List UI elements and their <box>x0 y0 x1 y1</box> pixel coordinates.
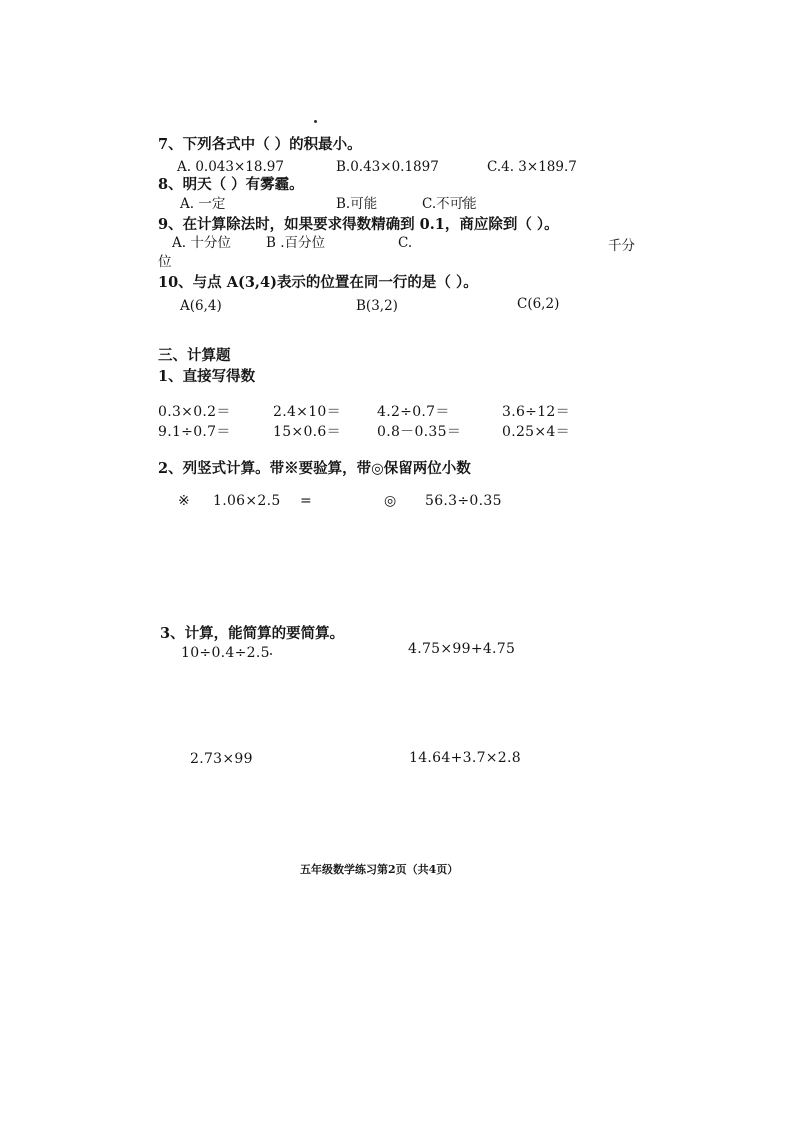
part-2-title: 2、列竖式计算。带※要验算，带◎保留两位小数 <box>158 460 471 477</box>
vertical-calc-1: 1.06×2.5 <box>213 493 281 509</box>
q7-option-b: B.0.43×0.1897 <box>336 159 439 175</box>
simplify-calc-4: 14.64+3.7×2.8 <box>409 750 521 766</box>
question-8: 8、明天（ ）有雾霾。 <box>158 176 304 193</box>
page-footer: 五年级数学练习第2页（共4页） <box>300 863 459 876</box>
q9-option-b: B .百分位 <box>266 235 326 251</box>
vertical-calc-1-equals: = <box>300 493 313 509</box>
simplify-calc-2: 4.75×99+4.75 <box>408 641 516 657</box>
part-3-title: 3、计算，能简算的要简算。 <box>160 625 345 642</box>
scan-speck <box>270 653 272 655</box>
q10-option-a: A(6,4) <box>180 298 222 314</box>
calc-2-1: 9.1÷0.7＝ <box>158 424 231 440</box>
calc-1-1: 0.3×0.2＝ <box>158 404 231 420</box>
q9-option-c-tail: 千分 <box>608 238 635 254</box>
calc-2-3: 0.8－0.35＝ <box>377 424 462 440</box>
calc-2-2: 15×0.6＝ <box>273 424 341 440</box>
question-9: 9、在计算除法时，如果要求得数精确到 0.1，商应除到（ ）。 <box>158 216 559 233</box>
question-10: 10、与点 A(3,4)表示的位置在同一行的是（ ）。 <box>158 274 478 291</box>
question-7: 7、下列各式中（ ）的积最小。 <box>158 136 362 153</box>
q8-option-a: A. 一定 <box>180 196 226 212</box>
q9-option-c: C. <box>398 235 413 251</box>
scan-speck <box>314 120 317 123</box>
q7-option-a: A. 0.043×18.97 <box>177 159 284 175</box>
q9-option-c-wrap: 位 <box>158 254 172 270</box>
round-mark: ◎ <box>384 493 397 509</box>
q7-option-c: C.4. 3×189.7 <box>487 159 577 175</box>
q10-option-c: C(6,2) <box>517 296 560 312</box>
part-1-title: 1、直接写得数 <box>158 368 256 385</box>
section-3-title: 三、计算题 <box>158 347 231 364</box>
q10-option-b: B(3,2) <box>356 298 398 314</box>
calc-1-3: 4.2÷0.7＝ <box>377 404 450 420</box>
verify-mark: ※ <box>178 493 191 509</box>
calc-2-4: 0.25×4＝ <box>502 424 570 440</box>
q8-option-c: C.不可能 <box>422 196 477 212</box>
q8-option-b: B.可能 <box>336 196 378 212</box>
calc-1-2: 2.4×10＝ <box>273 404 341 420</box>
simplify-calc-3: 2.73×99 <box>190 751 253 767</box>
vertical-calc-2: 56.3÷0.35 <box>425 493 502 509</box>
simplify-calc-1: 10÷0.4÷2.5 <box>181 645 270 661</box>
q9-option-a: A. 十分位 <box>172 235 231 251</box>
calc-1-4: 3.6÷12＝ <box>502 404 570 420</box>
